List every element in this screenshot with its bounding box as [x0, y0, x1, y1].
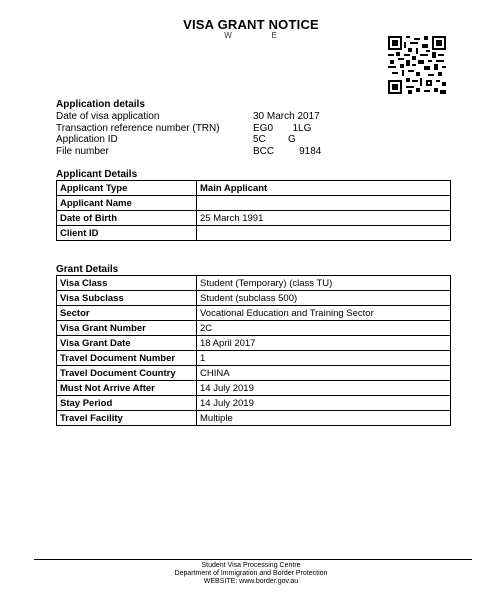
table-value: 18 April 2017	[197, 336, 451, 351]
table-row	[57, 336, 451, 351]
table-label: Must Not Arrive After	[57, 381, 197, 396]
table-label: Visa Subclass	[57, 291, 197, 306]
table-row	[57, 196, 451, 211]
table-value	[197, 196, 451, 211]
application-value: 5C G	[253, 134, 296, 145]
table-row	[57, 181, 451, 196]
table-label: Visa Grant Number	[57, 321, 197, 336]
application-details-list	[56, 111, 456, 157]
table-row	[57, 351, 451, 366]
table-value: 14 July 2019	[197, 396, 451, 411]
footer-centre-name: Student Visa Processing Centre	[201, 562, 301, 569]
application-value: EG0 1LG	[253, 122, 312, 134]
table-label: Client ID	[57, 226, 197, 241]
table-row	[57, 306, 451, 321]
table-row	[57, 321, 451, 336]
page-subtitle: W E	[224, 31, 278, 40]
table-label: Applicant Type	[57, 181, 197, 196]
table-value: Student (Temporary) (class TU)	[197, 276, 451, 291]
application-row	[56, 111, 456, 123]
footer-website: WEBSITE: www.border.gov.au	[203, 578, 299, 585]
application-label: File number	[56, 145, 109, 157]
footer-divider	[34, 559, 472, 560]
table-value	[197, 226, 451, 241]
table-value: 14 July 2019	[197, 381, 451, 396]
table-label: Visa Class	[57, 276, 197, 291]
qr-code-icon	[388, 36, 446, 94]
table-label: Travel Document Country	[57, 366, 197, 381]
table-value: Vocational Education and Training Sector	[197, 306, 451, 321]
table-row	[57, 211, 451, 226]
application-value: 30 March 2017	[253, 111, 320, 122]
application-value: BCC 9184	[253, 145, 322, 157]
application-row	[56, 123, 456, 135]
table-row	[57, 291, 451, 306]
table-row	[57, 396, 451, 411]
table-label: Sector	[57, 306, 197, 321]
footer-department: Department of Immigration and Border Protection	[174, 570, 328, 577]
table-label: Date of Birth	[57, 211, 197, 226]
table-value: Multiple	[197, 411, 451, 426]
application-label: Transaction reference number (TRN)	[56, 122, 220, 134]
table-row	[57, 276, 451, 291]
table-row	[57, 381, 451, 396]
table-value: 1	[197, 351, 451, 366]
applicant-details-table	[56, 180, 451, 241]
table-value: 2C	[197, 321, 451, 336]
table-label: Applicant Name	[57, 196, 197, 211]
application-row	[56, 134, 456, 146]
table-row	[57, 366, 451, 381]
grant-details-heading: Grant Details	[56, 264, 119, 275]
table-row	[57, 226, 451, 241]
table-value: Main Applicant	[197, 181, 451, 196]
table-label: Travel Document Number	[57, 351, 197, 366]
table-value: CHINA	[197, 366, 451, 381]
application-details-heading: Application details	[56, 99, 145, 110]
page-title: VISA GRANT NOTICE	[183, 17, 319, 32]
applicant-details-heading: Applicant Details	[56, 169, 138, 180]
table-value: Student (subclass 500)	[197, 291, 451, 306]
table-label: Visa Grant Date	[57, 336, 197, 351]
table-row	[57, 411, 451, 426]
grant-details-table	[56, 275, 451, 426]
table-label: Travel Facility	[57, 411, 197, 426]
application-row	[56, 146, 456, 158]
table-value: 25 March 1991	[197, 211, 451, 226]
application-label: Application ID	[56, 134, 118, 145]
application-label: Date of visa application	[56, 111, 160, 122]
table-label: Stay Period	[57, 396, 197, 411]
